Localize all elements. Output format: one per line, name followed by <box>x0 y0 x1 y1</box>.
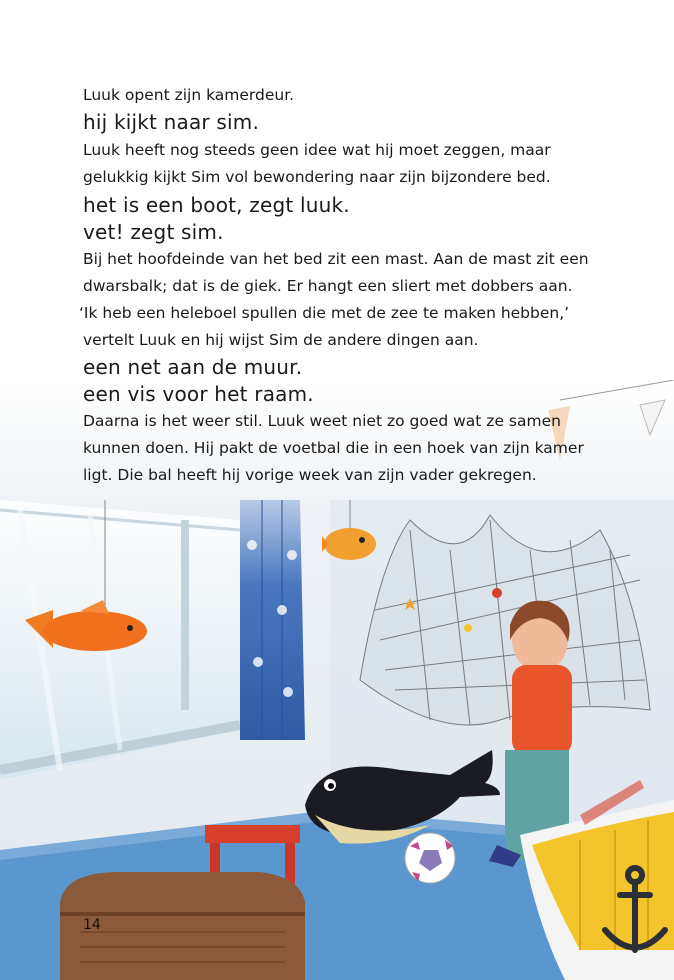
story-line-large: een net aan de muur. <box>83 355 303 379</box>
story-line: kunnen doen. Hij pakt de voetbal die in een hoek van zijn kamer <box>83 439 584 457</box>
story-line-large: vet! zegt sim. <box>83 220 224 244</box>
story-line-large: een vis voor het raam. <box>83 382 314 406</box>
story-line: Luuk opent zijn kamerdeur. <box>83 86 295 104</box>
story-line: dwarsbalk; dat is de giek. Er hangt een sliert met dobbers aan. <box>83 277 573 295</box>
story-line: Bij het hoofdeinde van het bed zit een mast. Aan de mast zit een <box>83 250 589 268</box>
page-number: 14 <box>83 917 101 933</box>
story-line: Luuk heeft nog steeds geen idee wat hij moet zeggen, maar <box>83 141 551 159</box>
story-line: ‘Ik heb een heleboel spullen die met de zee te maken hebben,’ <box>79 304 570 322</box>
story-line-large: het is een boot, zegt luuk. <box>83 193 350 217</box>
story-line: Daarna is het weer stil. Luuk weet niet zo goed wat ze samen <box>83 412 561 430</box>
story-line: vertelt Luuk en hij wijst Sim de andere dingen aan. <box>83 331 479 349</box>
story-line: gelukkig kijkt Sim vol bewondering naar zijn bijzondere bed. <box>83 168 551 186</box>
story-line: ligt. Die bal heeft hij vorige week van zijn vader gekregen. <box>83 466 537 484</box>
story-line-large: hij kijkt naar sim. <box>83 110 260 134</box>
